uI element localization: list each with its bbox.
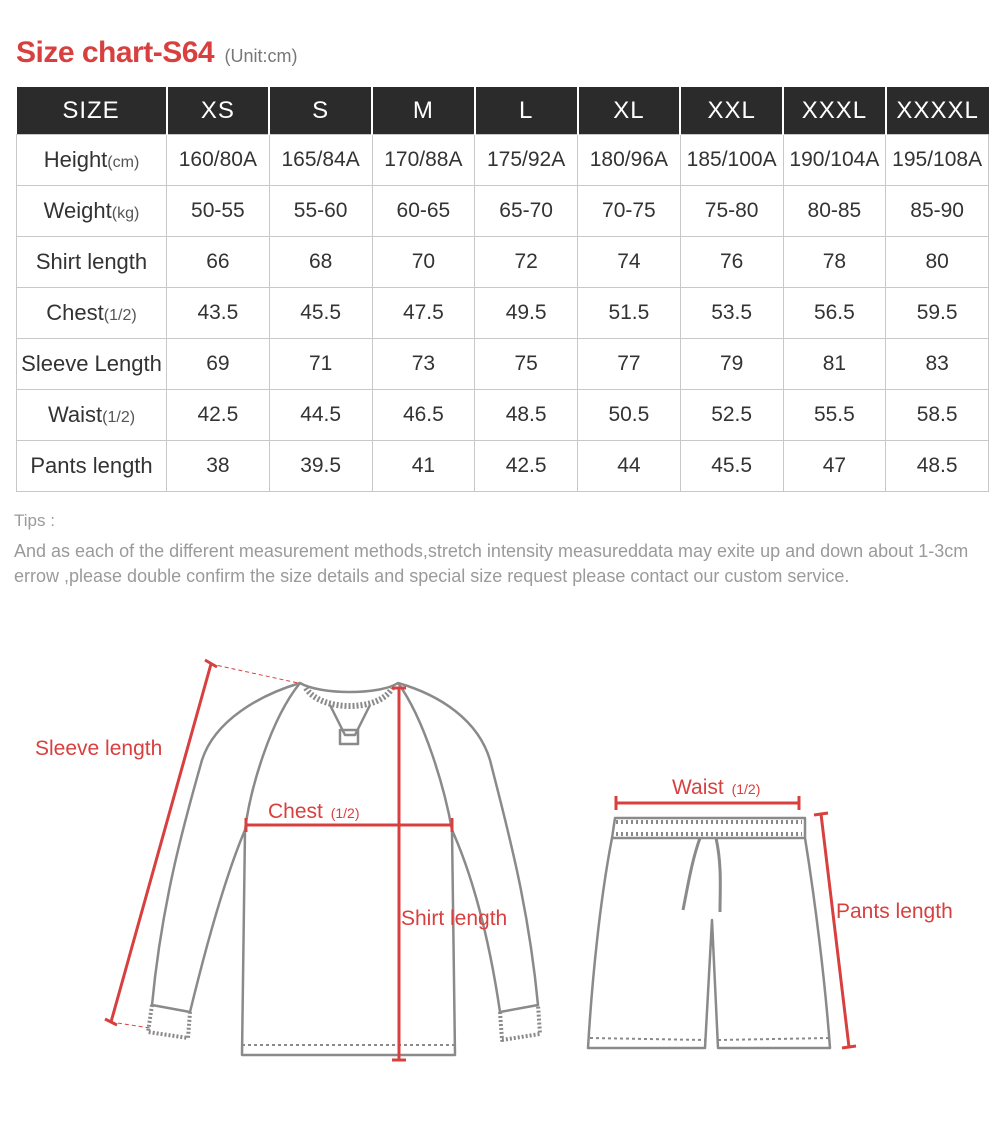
row-label-unit: (kg) — [111, 205, 140, 222]
row-label-unit: (1/2) — [103, 307, 137, 324]
table-cell: 70-75 — [578, 186, 681, 237]
table-cell: 38 — [167, 441, 270, 492]
table-cell: 76 — [680, 237, 783, 288]
table-cell: 71 — [269, 339, 372, 390]
measurement-diagram — [0, 640, 1000, 1124]
table-cell: 59.5 — [886, 288, 989, 339]
size-col-header: XXL — [680, 87, 783, 135]
table-cell: 190/104A — [783, 135, 886, 186]
row-label — [17, 339, 167, 390]
size-col-header: M — [372, 87, 475, 135]
table-cell: 41 — [372, 441, 475, 492]
tips-text: And as each of the different measurement methods,stretch intensity measureddata may exite up and down about 1-3cm errow ,please double confirm the size details and special size request please contact our custom service. — [14, 541, 969, 586]
table-cell: 42.5 — [167, 390, 270, 441]
table-cell: 80 — [886, 237, 989, 288]
size-col-header: L — [475, 87, 578, 135]
row-label-text: Sleeve Length — [21, 351, 162, 376]
size-col-header: XL — [578, 87, 681, 135]
table-cell: 160/80A — [167, 135, 270, 186]
table-cell: 53.5 — [680, 288, 783, 339]
table-cell: 85-90 — [886, 186, 989, 237]
row-label — [17, 441, 167, 492]
chart-title: Size chart-S64 — [16, 36, 215, 69]
shirt-length-label: Shirt length — [401, 907, 508, 930]
size-table — [16, 87, 989, 492]
table-cell: 55.5 — [783, 390, 886, 441]
table-cell: 45.5 — [269, 288, 372, 339]
size-col-header: XXXL — [783, 87, 886, 135]
row-label — [17, 390, 167, 441]
row-label-text: Weight — [43, 198, 112, 223]
sleeve-length-line — [111, 664, 211, 1022]
table-row — [17, 441, 989, 492]
table-cell: 46.5 — [372, 390, 475, 441]
waist-unit: (1/2) — [731, 781, 761, 797]
table-cell: 165/84A — [269, 135, 372, 186]
table-cell: 65-70 — [475, 186, 578, 237]
table-cell: 75 — [475, 339, 578, 390]
table-cell: 66 — [167, 237, 270, 288]
chest-label — [268, 800, 360, 823]
table-cell: 47 — [783, 441, 886, 492]
sleeve-length-label: Sleeve length — [35, 737, 163, 760]
table-cell: 55-60 — [269, 186, 372, 237]
table-cell: 51.5 — [578, 288, 681, 339]
row-label-text: Chest — [46, 300, 104, 325]
table-row — [17, 339, 989, 390]
table-cell: 60-65 — [372, 186, 475, 237]
table-cell: 81 — [783, 339, 886, 390]
table-cell: 80-85 — [783, 186, 886, 237]
row-label-text: Height — [43, 147, 108, 172]
row-label — [17, 186, 167, 237]
size-col-header: XXXXL — [886, 87, 989, 135]
table-cell: 68 — [269, 237, 372, 288]
table-row — [17, 135, 989, 186]
pants-length-label: Pants length — [836, 900, 953, 923]
table-cell: 69 — [167, 339, 270, 390]
size-table-body — [17, 135, 989, 492]
table-row — [17, 186, 989, 237]
table-cell: 170/88A — [372, 135, 475, 186]
unit-note: (Unit:cm) — [224, 46, 298, 66]
row-label — [17, 288, 167, 339]
pants-length-line — [821, 814, 849, 1047]
table-cell: 52.5 — [680, 390, 783, 441]
size-col-header: S — [269, 87, 372, 135]
table-cell: 175/92A — [475, 135, 578, 186]
table-cell: 45.5 — [680, 441, 783, 492]
table-cell: 74 — [578, 237, 681, 288]
tips-title: Tips : — [14, 511, 55, 530]
table-cell: 72 — [475, 237, 578, 288]
shorts-illustration — [588, 818, 830, 1048]
table-cell: 44 — [578, 441, 681, 492]
row-label-text: Pants length — [30, 453, 153, 478]
table-cell: 50.5 — [578, 390, 681, 441]
table-cell: 43.5 — [167, 288, 270, 339]
tips-section — [14, 511, 974, 589]
table-row — [17, 237, 989, 288]
row-label — [17, 237, 167, 288]
table-cell: 73 — [372, 339, 475, 390]
table-cell: 79 — [680, 339, 783, 390]
table-cell: 77 — [578, 339, 681, 390]
shirt-illustration — [148, 683, 540, 1055]
size-header-row — [17, 87, 989, 135]
table-cell: 56.5 — [783, 288, 886, 339]
row-label-text: Shirt length — [35, 249, 148, 274]
waist-label-text: Waist — [672, 776, 724, 799]
table-cell: 48.5 — [475, 390, 578, 441]
size-col-header: XS — [167, 87, 270, 135]
row-label-unit: (1/2) — [102, 409, 136, 426]
measurement-lines — [105, 660, 856, 1060]
table-cell: 83 — [886, 339, 989, 390]
table-cell: 78 — [783, 237, 886, 288]
chart-title-row — [16, 36, 298, 76]
row-label-text: Waist — [47, 402, 103, 427]
chest-unit: (1/2) — [330, 805, 360, 821]
table-cell: 50-55 — [167, 186, 270, 237]
table-cell: 70 — [372, 237, 475, 288]
row-label-unit: (cm) — [107, 154, 140, 171]
table-cell: 75-80 — [680, 186, 783, 237]
table-cell: 44.5 — [269, 390, 372, 441]
table-cell: 48.5 — [886, 441, 989, 492]
chest-label-text: Chest — [268, 800, 323, 823]
table-cell: 42.5 — [475, 441, 578, 492]
table-cell: 195/108A — [886, 135, 989, 186]
table-row — [17, 390, 989, 441]
table-cell: 180/96A — [578, 135, 681, 186]
table-cell: 47.5 — [372, 288, 475, 339]
table-cell: 58.5 — [886, 390, 989, 441]
table-row — [17, 288, 989, 339]
table-cell: 39.5 — [269, 441, 372, 492]
waist-label — [672, 776, 760, 799]
table-cell: 185/100A — [680, 135, 783, 186]
size-header-label: SIZE — [17, 87, 167, 135]
table-cell: 49.5 — [475, 288, 578, 339]
row-label — [17, 135, 167, 186]
